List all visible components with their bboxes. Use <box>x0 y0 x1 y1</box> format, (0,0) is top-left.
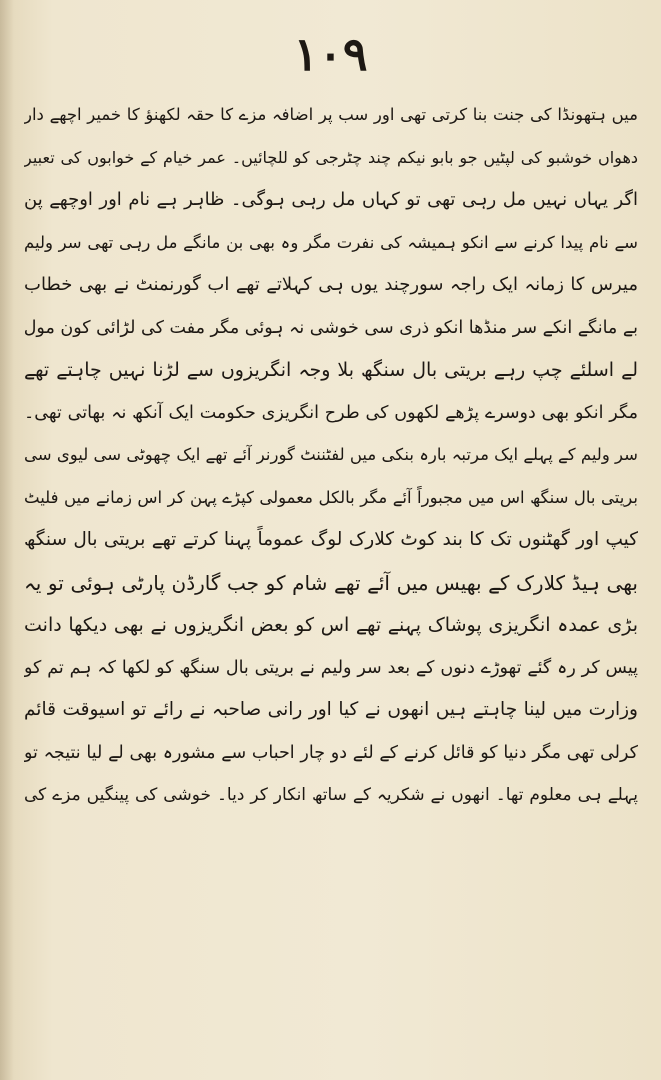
text-line: کیپ اور گھٹنوں تک کا بند کوٹ کلارک لوگ عموماً پہنا کرتے تھے بریتی بال سنگھ <box>24 529 638 550</box>
text-line: سے نام پیدا کرنے سے انکو ہمیشہ کی نفرت مگر وہ بھی بن مانگے مل رہی تھی سر ولیم <box>24 232 638 252</box>
page-number: ۱۰۹ <box>293 27 368 81</box>
text-line: بے مانگے انکے سر منڈھا انکو ذری سی خوشی نہ ہوئی مگر مفت کی لڑائی کون مول <box>24 317 638 338</box>
text-line: میرس کا زمانہ ایک راجہ سورچند یوں ہی کہلاتے تھے اب گورنمنٹ نے بھی خطاب <box>24 274 638 295</box>
text-line: بھی ہیڈ کلارک کے بھیس میں آئے تھے شام کو جب گارڈن پارٹی ہوئی تو یہ <box>24 570 638 595</box>
text-line: پہلے ہی معلوم تھا۔ انھوں نے شکریہ کے ساتھ انکار کر دیا۔ خوشی کی پینگیں مزے کی <box>24 785 638 805</box>
text-line: سر ولیم کے پہلے ایک مرتبہ بارہ بنکی میں لفٹننٹ گورنر آئے تھے ایک چھوٹی سی لیوی سی <box>24 445 638 464</box>
text-line: لے اسلئے چپ رہے بریتی بال سنگھ بلا وجہ انگریزوں سے لڑنا نہیں چاہتے تھے <box>24 359 638 381</box>
text-line: بریتی بال سنگھ اس میں مجبوراً آئے مگر بالکل معمولی کپڑے پہن کر اس زمانے میں فلیٹ <box>24 487 638 507</box>
text-line: پیس کر رہ گئے تھوڑے دنوں کے بعد سر ولیم نے بریتی بال سنگھ کو لکھا کہ ہم تم کو <box>24 657 638 678</box>
text-line: اگر یہاں نہیں مل رہی تھی تو کہاں مل رہی ہوگی۔ ظاہر ہے نام اور اوچھے پن <box>24 189 638 210</box>
body-text <box>24 94 638 1060</box>
text-line: مگر انکو بھی دوسرے پڑھے لکھوں کی طرح انگریزی حکومت ایک آنکھ نہ بھاتی تھی۔ <box>24 402 638 423</box>
text-line: میں ہتھونڈا کی جنت بنا کرتی تھی اور سب پر اضافہ مزے کا حقہ لکھنؤ کا خمیر اچھے دار <box>24 105 638 124</box>
text-line: کرلی تھی مگر دنیا کو قائل کرنے کے لئے دو چار احباب سے مشورہ بھی لے لیا نتیجہ تو <box>24 742 638 763</box>
binding-shadow <box>0 0 14 1080</box>
text-line: وزارت میں لینا چاہتے ہیں انھوں نے کیا اور رانی صاحبہ نے رائے تو اسیوقت قائم <box>24 699 638 720</box>
text-line: دھواں خوشبو کی لپٹیں جو بابو نیکم چند چٹرجی کو للچائیں۔ عمر خیام کے خوابوں کی تعبیر <box>24 147 638 167</box>
text-line: بڑی عمدہ انگریزی پوشاک پہنے تھے اس کو بعض انگریزوں نے بھی دیکھا دانت <box>24 614 638 636</box>
